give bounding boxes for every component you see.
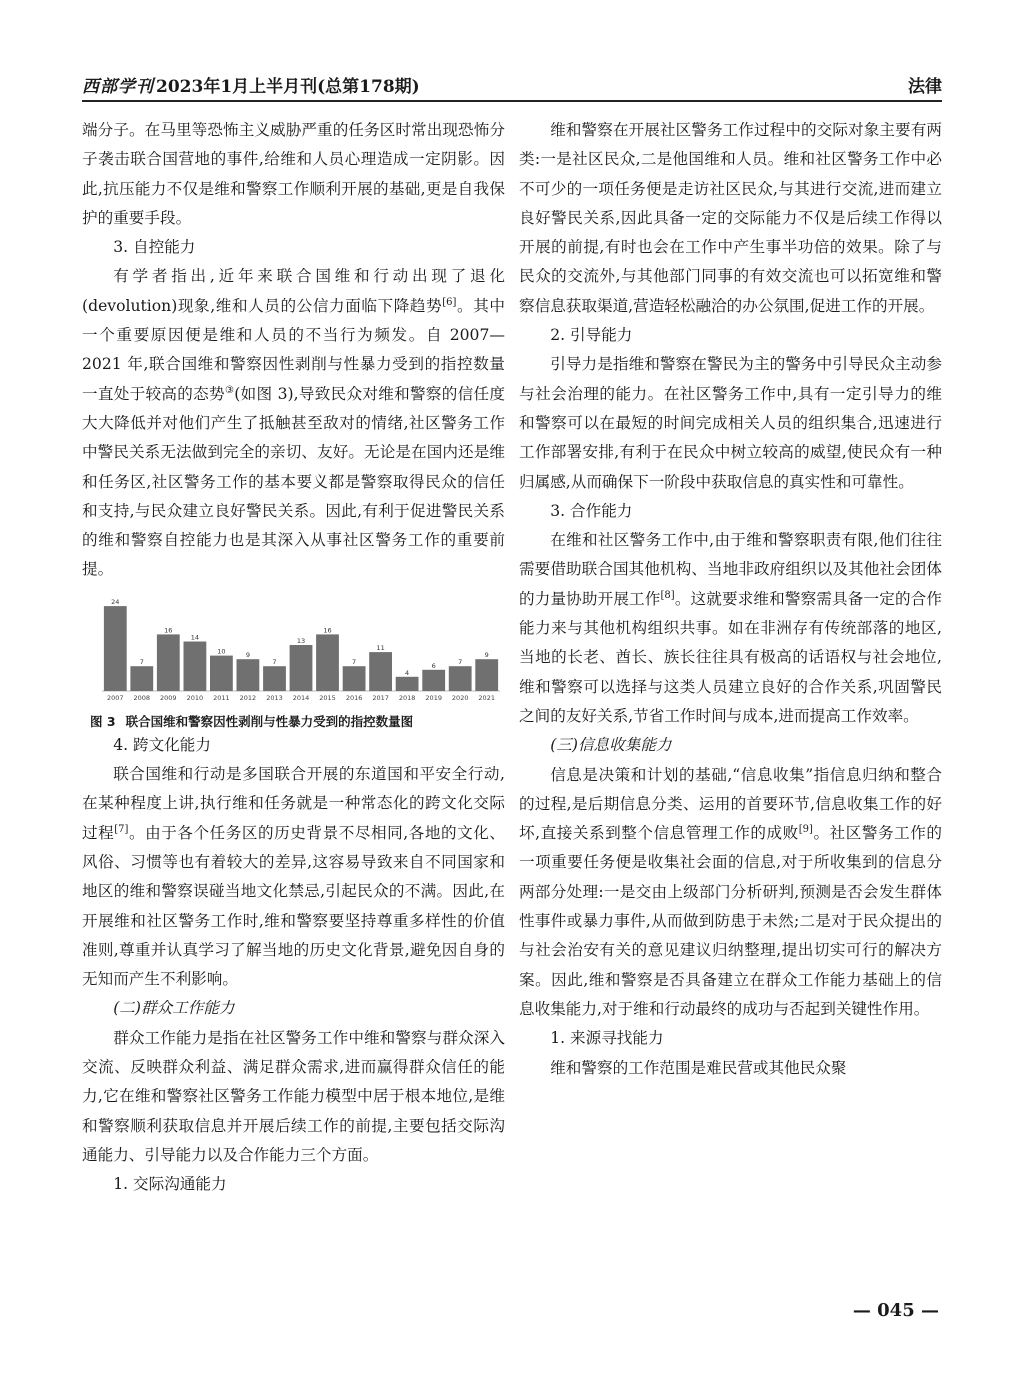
figure-caption-text: 联合国维和警察因性剥削与性暴力受到的指控数量图: [125, 713, 414, 729]
paragraph-guidance: 引导力是指维和警察在警民为主的警务中引导民众主动参与社会治理的能力。在社区警务工作中,具有一定引导力的维和警察可以在最短的时间完成相关人员的组织集合,迅速进行工作部署安排,有利于在民众中树立较高的威望,使民众有一种归属感,从而确保下一阶段中获取信息的真实性和可靠性。: [519, 355, 942, 491]
data-label-2018: 4: [405, 668, 410, 677]
data-label-2010: 14: [190, 633, 200, 642]
paragraph-communication: 维和警察在开展社区警务工作过程中的交际对象主要有两类:一是社区民众,二是他国维和人员。维和社区警务工作中必不可少的一项任务便是走访社区民众,与其进行交流,进而建立良好警民关系,因此具备一定的交际能力不仅是后续工作得以开展的前提,有时也会在工作中产生事半功倍的效果。除了与民众的交流外,与其他部门同事的有效交流也可以拓宽维和警察信息获取渠道,营造轻松融洽的办公氛围,促进工作的开展。: [519, 121, 942, 315]
data-label-2013: 7: [272, 657, 277, 666]
bar-2012: [237, 659, 260, 691]
paragraph-self-control: 有学者指出,近年来联合国维和行动出现了退化(devolution)现象,维和人员的公信力面临下降趋势[6]。其中一个重要原因便是维和人员的不当行为频发。自 2007—2021 年,联合国维和警察因性剥削与性暴力受到的指控数量一直处于较高的态势③(如图 3),导致民众对维和警察的信任度大大降低并对他们产生了抵触甚至敌对的情绪,社区警务工作中警民关系无法做到完全的亲切、友好。无论是在国内还是维和任务区,社区警务工作的基本要义都是警察取得民众的信任和支持,与民众建立良好警民关系。因此,有利于促进警民关系的维和警察自控能力也是其深入从事社区警务工作的重要前提。: [82, 267, 505, 579]
tick-label-2017: 2017: [372, 693, 389, 702]
left-column: [82, 116, 505, 1200]
bar-chart: [98, 593, 504, 705]
data-label-2017: 11: [376, 643, 385, 652]
tick-label-2014: 2014: [292, 693, 310, 702]
bar-2019: [422, 670, 445, 691]
tick-label-2015: 2015: [319, 693, 336, 702]
bar-2020: [449, 666, 472, 691]
tick-label-2021: 2021: [478, 693, 495, 702]
citation-7[interactable]: [7]: [114, 823, 129, 835]
bar-2011: [210, 655, 233, 690]
paragraph-info-collection: 信息是决策和计划的基础,“信息收集”指信息归纳和整合的过程,是后期信息分类、运用的首要环节,信息收集工作的好坏,直接关系到整个信息管理工作的成败[9]。社区警务工作的一项重要任务便是收集社会面的信息,对于所收集到的信息分两部分处理:一是交由上级部门分析研判,预测是否会发生群体性事件或暴力事件,从而做到防患于未然;二是对于民众提出的与社会治安有关的意见建议归纳整理,提出切实可行的解决方案。因此,维和警察是否具备建立在群众工作能力基础上的信息收集能力,对于维和行动最终的成功与否起到关键性作用。: [519, 765, 942, 1018]
tick-label-2008: 2008: [133, 693, 151, 702]
tick-label-2012: 2012: [239, 693, 257, 702]
bar-2018: [396, 677, 419, 691]
tick-label-2018: 2018: [398, 693, 416, 702]
bar-2017: [369, 652, 392, 691]
tick-label-2007: 2007: [107, 693, 124, 702]
heading-source-finding: 1. 来源寻找能力: [550, 1029, 664, 1048]
data-label-2007: 24: [111, 597, 120, 606]
page-number: — 045 —: [852, 1300, 939, 1321]
data-label-2016: 7: [352, 657, 357, 666]
bar-2015: [316, 634, 339, 691]
heading-guidance: 2. 引导能力: [550, 326, 633, 345]
tick-label-2019: 2019: [425, 693, 442, 702]
figure-3-chart: [98, 593, 504, 705]
issue-info: 2023年1月上半月刊(总第178期): [156, 77, 420, 97]
data-label-2021: 9: [484, 650, 489, 659]
paragraph-source-finding: 维和警察的工作范围是难民营或其他民众聚: [550, 1058, 847, 1077]
right-column: [519, 116, 942, 1083]
footnote-3[interactable]: ③: [224, 384, 235, 396]
data-label-2012: 9: [245, 650, 250, 659]
bar-2013: [263, 666, 286, 691]
heading-cooperation: 3. 合作能力: [550, 501, 633, 520]
data-label-2008: 7: [139, 657, 144, 666]
data-label-2014: 13: [296, 636, 306, 645]
tick-label-2011: 2011: [213, 693, 230, 702]
data-label-2011: 10: [217, 647, 226, 656]
section-info-collection: (三)信息收集能力: [550, 736, 672, 755]
paragraph-continued: 端分子。在马里等恐怖主义威胁严重的任务区时常出现恐怖分子袭击联合国营地的事件,给维和人员心理造成一定阴影。因此,抗压能力不仅是维和警察工作顺利开展的基础,更是自我保护的重要手段。: [82, 121, 505, 227]
bar-2009: [157, 634, 180, 691]
figure-caption: [90, 713, 505, 731]
heading-communication: 1. 交际沟通能力: [113, 1175, 227, 1194]
data-label-2020: 7: [458, 657, 463, 666]
bar-2021: [475, 659, 498, 691]
figure-number: 图 3: [90, 713, 116, 729]
paragraph-cross-cultural: 联合国维和行动是多国联合开展的东道国和平安全行动,在某种程度上讲,执行维和任务就是一种常态化的跨文化交际过程[7]。由于各个任务区的历史背景不尽相同,各地的文化、风俗、习惯等也有着较大的差异,这容易导致来自不同国家和地区的维和警察误碰当地文化禁忌,引起民众的不满。因此,在开展维和社区警务工作时,维和警察要坚持尊重多样性的价值准则,尊重并认真学习了解当地的历史文化背景,避免因自身的无知而产生不利影响。: [82, 765, 505, 989]
bar-2016: [343, 666, 366, 691]
running-header: [82, 66, 942, 102]
tick-label-2020: 2020: [451, 693, 469, 702]
data-label-2019: 6: [431, 661, 436, 670]
tick-label-2013: 2013: [266, 693, 283, 702]
bar-2007: [104, 606, 127, 691]
data-label-2015: 16: [323, 626, 332, 635]
tick-label-2016: 2016: [345, 693, 363, 702]
journal-issue: [82, 72, 420, 97]
heading-cross-cultural: 4. 跨文化能力: [113, 735, 211, 754]
heading-self-control: 3. 自控能力: [113, 238, 196, 257]
data-label-2009: 16: [164, 626, 173, 635]
bar-2010: [184, 641, 207, 691]
citation-6[interactable]: [6]: [442, 296, 457, 308]
tick-label-2009: 2009: [160, 693, 177, 702]
tick-label-2010: 2010: [186, 693, 204, 702]
bar-2008: [130, 666, 153, 691]
section-label: 法律: [908, 77, 942, 97]
section-mass-work: (二)群众工作能力: [113, 999, 235, 1018]
paragraph-mass-work: 群众工作能力是指在社区警务工作中维和警察与群众深入交流、反映群众利益、满足群众需求,进而赢得群众信任的能力,它在维和警察社区警务工作能力模型中居于根本地位,是维和警察顺利获取信息并开展后续工作的前提,主要包括交际沟通能力、引导能力以及合作能力三个方面。: [82, 1028, 505, 1164]
citation-9[interactable]: [9]: [798, 823, 813, 835]
bar-2014: [290, 645, 313, 691]
journal-masthead: 西部学刊: [82, 77, 154, 97]
paragraph-cooperation: 在维和社区警务工作中,由于维和警察职责有限,他们往往需要借助联合国其他机构、当地非政府组织以及其他社会团体的力量协助开展工作[8]。这就要求维和警察需具备一定的合作能力来与其他机构组织共事。如在非洲存有传统部落的地区,当地的长老、酋长、族长往往具有极高的话语权与社会地位,维和警察可以选择与这类人员建立良好的合作关系,巩固警民之间的友好关系,节省工作时间与成本,进而提高工作效率。: [519, 531, 942, 725]
citation-8[interactable]: [8]: [660, 589, 675, 601]
